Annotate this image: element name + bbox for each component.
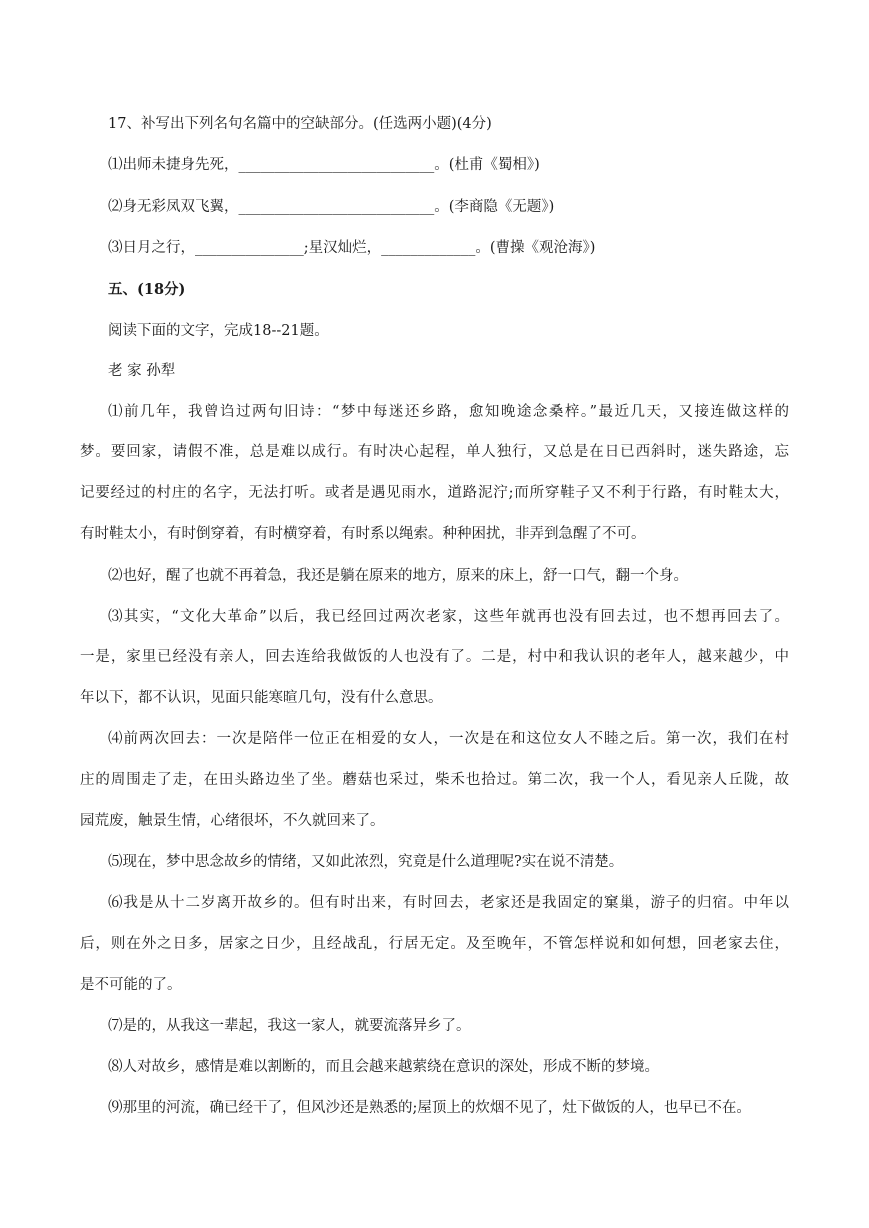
section-5-instruction: 阅读下面的文字，完成18--21题。 xyxy=(108,323,329,339)
paragraph-1-line-2: 梦。要回家，请假不准，总是难以成行。有时决心起程，单人独行，又总是在日已西斜时，迷失路途，忘 xyxy=(80,444,789,460)
paragraph-3-line-3: 年以下，都不认识，见面只能寒暄几句，没有什么意思。 xyxy=(80,690,443,706)
paragraph-8: ⑻人对故乡，感情是难以割断的，而且会越来越萦绕在意识的深处，形成不断的梦境。 xyxy=(108,1059,659,1075)
section-5-heading: 五、(18分) xyxy=(108,281,186,298)
paragraph-6-line-2: 后，则在外之日多，居家之日少，且经战乱，行居无定。及至晚年，不管怎样说和如何想，回老家去住， xyxy=(80,936,789,952)
paragraph-6-line-3: 是不可能的了。 xyxy=(80,977,182,993)
paragraph-4-line-2: 庄的周围走了走，在田头路边坐了坐。蘑菇也采过，柴禾也拾过。第二次，我一个人，看见亲人丘陇，故 xyxy=(80,772,789,788)
paragraph-7: ⑺是的，从我这一辈起，我这一家人，就要流落异乡了。 xyxy=(108,1018,471,1034)
paragraph-1-line-3: 记要经过的村庄的名字，无法打听。或者是遇见雨水，道路泥泞;而所穿鞋子又不利于行路，有时鞋太大， xyxy=(80,485,789,501)
question-17-item-3: ⑶日月之行，_______________;星汉灿烂，_____________。(曹操《观沧海》) xyxy=(108,240,596,256)
paragraph-9: ⑼那里的河流，确已经干了，但风沙还是熟悉的;屋顶上的炊烟不见了，灶下做饭的人，也早已不在。 xyxy=(108,1100,751,1116)
paragraph-3-line-1: ⑶其实，“文化大革命”以后，我已经回过两次老家，这些年就再也没有回去过，也不想再回去了。 xyxy=(108,609,789,625)
paragraph-4-line-1: ⑷前两次回去：一次是陪伴一位正在相爱的女人，一次是在和这位女人不睦之后。第一次，我们在村 xyxy=(108,731,789,747)
question-17-item-1: ⑴出师未捷身先死，___________________________。(杜甫《蜀相》) xyxy=(108,157,540,173)
question-17-heading: 17、补写出下列名句名篇中的空缺部分。(任选两小题)(4分) xyxy=(108,116,492,132)
paragraph-3-line-2: 一是，家里已经没有亲人，回去连给我做饭的人也没有了。二是，村中和我认识的老年人，越来越少，中 xyxy=(80,649,789,665)
paragraph-1-line-1: ⑴前几年，我曾诌过两句旧诗：“梦中每迷还乡路，愈知晚途念桑梓。”最近几天，又接连做这样的 xyxy=(108,404,789,420)
paragraph-1-line-4: 有时鞋太小，有时倒穿着，有时横穿着，有时系以绳索。种种困扰，非弄到急醒了不可。 xyxy=(80,526,646,542)
paragraph-5: ⑸现在，梦中思念故乡的情绪，又如此浓烈，究竟是什么道理呢?实在说不清楚。 xyxy=(108,854,624,870)
question-17-item-2: ⑵身无彩凤双飞翼，___________________________。(李商隐《无题》) xyxy=(108,199,555,215)
paragraph-4-line-3: 园荒废，触景生情，心绪很坏，不久就回来了。 xyxy=(80,813,385,829)
paragraph-6-line-1: ⑹我是从十二岁离开故乡的。但有时出来，有时回去，老家还是我固定的窠巢，游子的归宿。中年以 xyxy=(108,895,789,911)
article-title-author: 老 家 孙犁 xyxy=(108,363,176,379)
paragraph-2: ⑵也好，醒了也就不再着急，我还是躺在原来的地方，原来的床上，舒一口气，翻一个身。 xyxy=(108,568,688,584)
